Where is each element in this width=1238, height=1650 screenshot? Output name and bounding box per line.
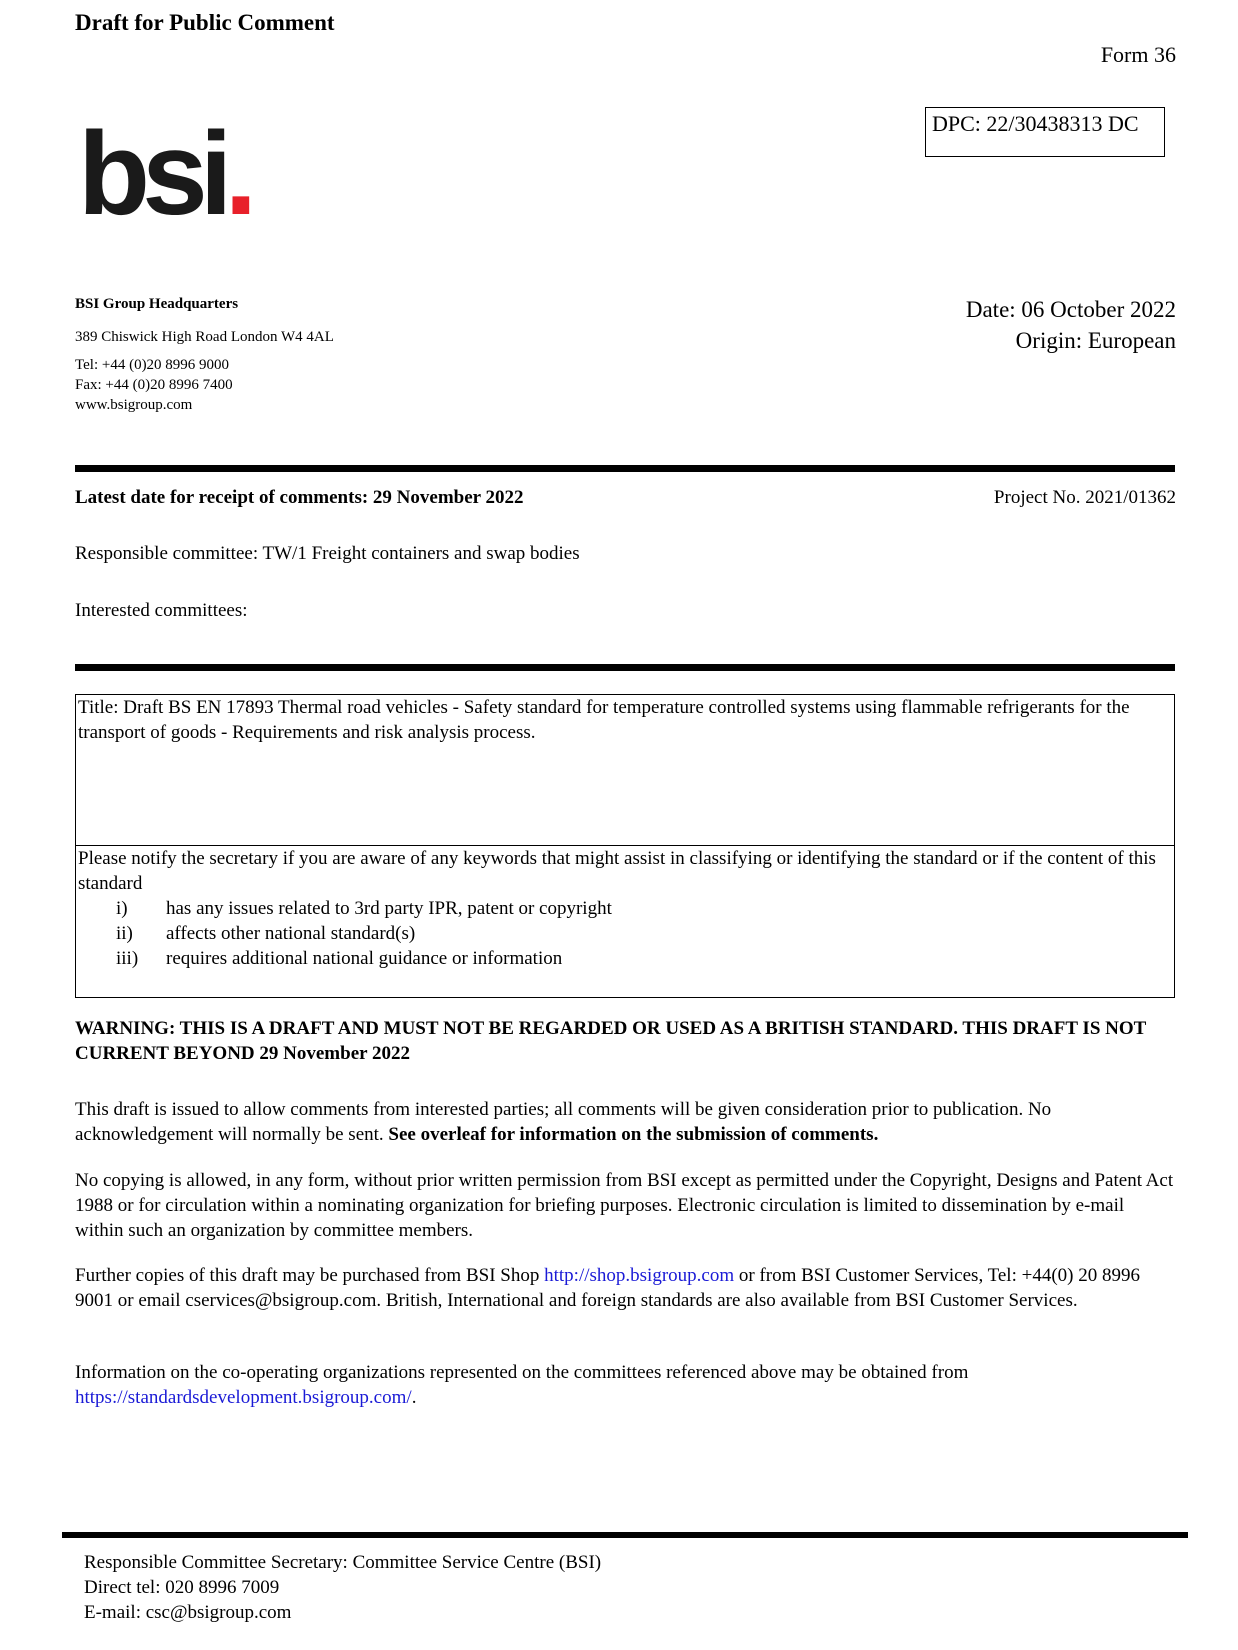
notify-intro: Please notify the secretary if you are aware of any keywords that might assist in classifying or identifying the standard or if the content of this standard xyxy=(78,848,1156,894)
list-item: ii) affects other national standard(s) xyxy=(116,923,416,944)
list-item: i) has any issues related to 3rd party IPR, patent or copyright xyxy=(116,898,612,919)
shop-link[interactable]: http://shop.bsigroup.com xyxy=(544,1265,735,1286)
overleaf-note: See overleaf for information on the submission of comments. xyxy=(388,1124,879,1145)
interested-committees: Interested committees: xyxy=(75,600,248,621)
notify-box xyxy=(75,845,1175,998)
direct-tel: Direct tel: 020 8996 7009 xyxy=(84,1577,280,1598)
divider xyxy=(75,465,1175,472)
contact-email: E-mail: csc@bsigroup.com xyxy=(84,1602,292,1623)
standard-title: Title: Draft BS EN 17893 Thermal road vehicles - Safety standard for temperature controlled systems using flammable refrigerants for the transport of goods - Requirements and risk analysis process. xyxy=(78,697,1130,743)
paragraph-organizations: Information on the co-operating organizations represented on the committees referenced above may be obtained from https://standardsdevelopment.bsigroup.com/. xyxy=(75,1362,969,1408)
origin: Origin: European xyxy=(1015,328,1176,353)
hq-address: 389 Chiswick High Road London W4 4AL xyxy=(75,329,334,345)
bsi-logo xyxy=(78,108,258,240)
logo-dot: . xyxy=(224,108,258,240)
dpc-reference-box: DPC: 22/30438313 DC xyxy=(925,107,1165,157)
hq-fax: Fax: +44 (0)20 8996 7400 xyxy=(75,377,233,393)
paragraph-copying: No copying is allowed, in any form, without prior written permission from BSI except as permitted under the Copyright, Designs and Patent Act 1988 or for circulation within a nominating organization for briefing purposes. Electronic circulation is limited to dissemination by e-mail within such an organization by committee members. xyxy=(75,1170,1174,1241)
committee-secretary: Responsible Committee Secretary: Committee Service Centre (BSI) xyxy=(84,1552,602,1573)
footer-divider xyxy=(62,1532,1188,1538)
paragraph-copies: Further copies of this draft may be purchased from BSI Shop http://shop.bsigroup.com or from BSI Customer Services, Tel: +44(0) 20 8996 9001 or email cservices@bsigroup.com. British, International and foreign standards are also available from BSI Customer Services. xyxy=(75,1265,1140,1311)
hq-name: BSI Group Headquarters xyxy=(75,296,239,312)
divider xyxy=(75,664,1175,671)
hq-tel: Tel: +44 (0)20 8996 9000 xyxy=(75,357,230,373)
page-title: Draft for Public Comment xyxy=(75,10,335,35)
issue-date: Date: 06 October 2022 xyxy=(965,297,1176,322)
paragraph-comments: This draft is issued to allow comments from interested parties; all comments will be given consideration prior to publication. No acknowledgement will normally be sent. See overleaf for information on the submission of comments. xyxy=(75,1099,1052,1145)
project-number: Project No. 2021/01362 xyxy=(993,487,1176,508)
form-number: Form 36 xyxy=(1100,42,1176,67)
warning-notice: WARNING: THIS IS A DRAFT AND MUST NOT BE REGARDED OR USED AS A BRITISH STANDARD. THIS DRAFT IS NOT CURRENT BEYOND 29 November 2022 xyxy=(75,1018,1146,1064)
date-origin-block xyxy=(966,294,1176,356)
hq-website[interactable]: www.bsigroup.com xyxy=(75,397,193,413)
logo-text: bsi xyxy=(78,108,225,240)
latest-comment-date: Latest date for receipt of comments: 29 November 2022 xyxy=(75,487,524,508)
title-box xyxy=(75,694,1175,846)
responsible-committee: Responsible committee: TW/1 Freight containers and swap bodies xyxy=(75,543,580,564)
list-item: iii) requires additional national guidance or information xyxy=(116,948,563,969)
footer-contact xyxy=(84,1550,601,1625)
standards-development-link[interactable]: https://standardsdevelopment.bsigroup.com/ xyxy=(75,1387,412,1408)
